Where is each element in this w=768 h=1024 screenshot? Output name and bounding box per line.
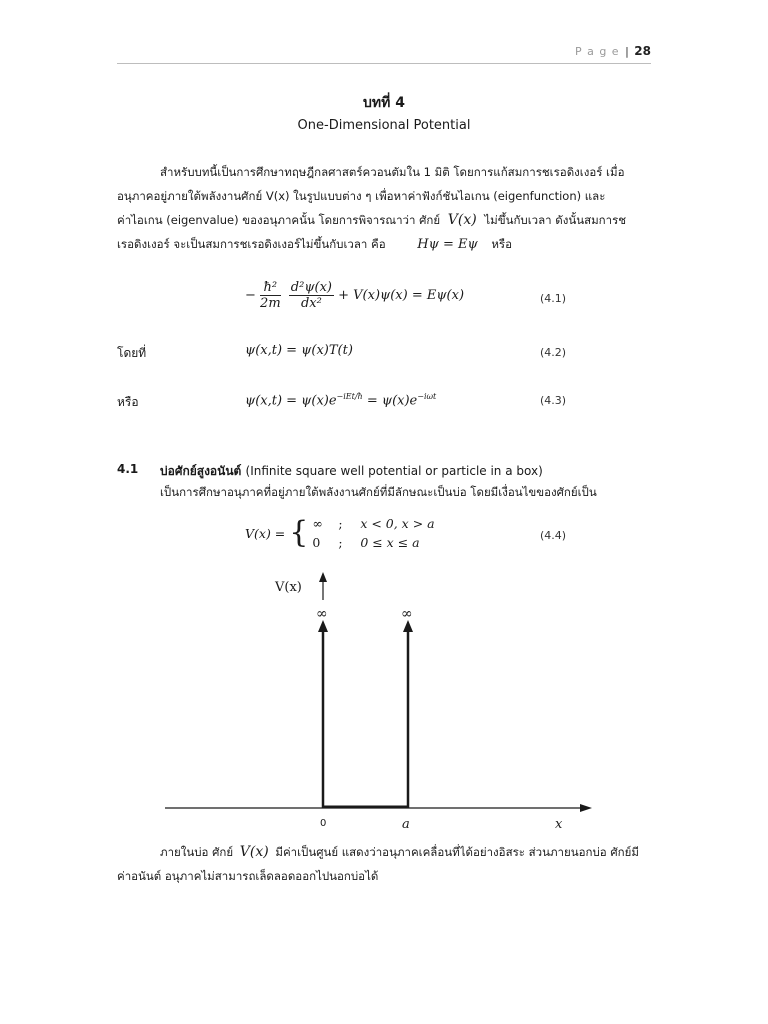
a-label: a (402, 817, 410, 832)
eq41-two-m: 2m (260, 296, 281, 311)
origin-label: 0 (320, 818, 327, 829)
closing-line-2: ค่าอนันต์ อนุภาคไม่สามารถเล็ดลอดออกไปนอกบ่อได้ (117, 869, 379, 883)
eq44-lhs: V(x) = (245, 525, 286, 541)
y-axis-label: V(x) (275, 580, 302, 595)
eq43-sup-b: −iωt (417, 392, 437, 401)
eq41-rest: + V(x)ψ(x) = Eψ(x) (338, 288, 465, 303)
eq44-case1-value: ∞ (312, 516, 323, 531)
eq44-case2-sep: ; (338, 535, 343, 550)
equation-tag-4-3: (4.3) (540, 394, 567, 407)
x-axis-label: x (555, 817, 563, 832)
eq41-dx2: dx² (300, 296, 322, 311)
closing-line-1 (117, 840, 653, 864)
eq41-d2psi: d²ψ(x) (290, 280, 332, 295)
page-label: P a g e (574, 45, 620, 58)
equation-4-2: ψ(x,t) = ψ(x)T(t) (245, 343, 353, 358)
eq44-case2-value: 0 (312, 535, 321, 550)
intro-line-4-a: เรอดิงเงอร์ จะเป็นสมการชเรอดิงเงอร์ไม่ขึ้นกับเวลา คือ (117, 237, 386, 251)
right-infinity-label: ∞ (401, 606, 413, 622)
intro-line-3-a: ค่าไอเกน (eigenvalue) ของอนุภาคนั้น โดยการพิจารณาว่า ศักย์ (117, 213, 441, 227)
closing-line-1-a: ภายในบ่อ ศักย์ (160, 845, 234, 859)
closing-line-1-math: V(x) (239, 844, 269, 860)
eq41-minus: − (245, 288, 256, 303)
section-title-th: บ่อศักย์สูงอนันต์ (160, 464, 242, 478)
intro-line-4-math: Hψ = Eψ (417, 237, 478, 252)
eq43-part-a: ψ(x,t) = ψ(x)e (245, 393, 337, 409)
closing-paragraph (117, 840, 653, 888)
intro-line-1: สำหรับบทนี้เป็นการศึกษาทฤษฎีกลศาสตร์ควอนตัมใน 1 มิติ โดยการแก้สมการชเรอดิงเงอร์ เมื่อ (160, 165, 625, 179)
equation-tag-4-1: (4.1) (540, 292, 567, 305)
chapter-title: บทที่ 4 (363, 95, 405, 111)
x-axis-arrowhead (580, 804, 592, 812)
equation-4-2-label: โดยที่ (117, 346, 147, 360)
page-number: 28 (634, 44, 651, 58)
y-axis-arrowhead (319, 572, 327, 582)
intro-line-4-b: หรือ (491, 237, 512, 251)
section-body: เป็นการศึกษาอนุภาคที่อยู่ภายใต้พลังงานศักย์ที่มีลักษณะเป็นบ่อ โดยมีเงื่อนไขของศักย์เป็น (160, 485, 597, 499)
eq43-part-b: = ψ(x)e (362, 393, 418, 409)
intro-line-2: อนุภาคอยู่ภายใต้พลังงานศักย์ V(x) ในรูปแบบต่าง ๆ เพื่อหาค่าฟังก์ชันไอเกน (eigenfunction) และ (117, 189, 606, 203)
eq44-case1-cond: x < 0, x > a (360, 516, 435, 531)
section-title-en: (Infinite square well potential or particle in a box) (245, 464, 543, 478)
section-number: 4.1 (117, 462, 139, 476)
eq43-sup-a: −iEt/ħ (336, 392, 363, 401)
equation-tag-4-4: (4.4) (540, 529, 567, 542)
left-infinity-label: ∞ (316, 606, 328, 622)
eq44-brace: { (289, 515, 309, 550)
eq41-hbar-sq: ħ² (260, 280, 281, 296)
eq44-case1-sep: ; (338, 516, 343, 531)
closing-line-1-b: มีค่าเป็นศูนย์ แสดงว่าอนุภาคเคลื่อนที่ได้อย่างอิสระ ส่วนภายนอกบ่อ ศักย์มี (275, 845, 639, 859)
chapter-subtitle: One-Dimensional Potential (297, 118, 471, 133)
intro-line-3-math: V(x) (447, 212, 477, 228)
equation-tag-4-2: (4.2) (540, 346, 567, 359)
eq44-case2-cond: 0 ≤ x ≤ a (360, 535, 420, 550)
equation-4-3-label: หรือ (117, 395, 139, 409)
page-separator: | (625, 45, 629, 58)
intro-line-3-b: ไม่ขึ้นกับเวลา ดังนั้นสมการช (484, 213, 627, 227)
